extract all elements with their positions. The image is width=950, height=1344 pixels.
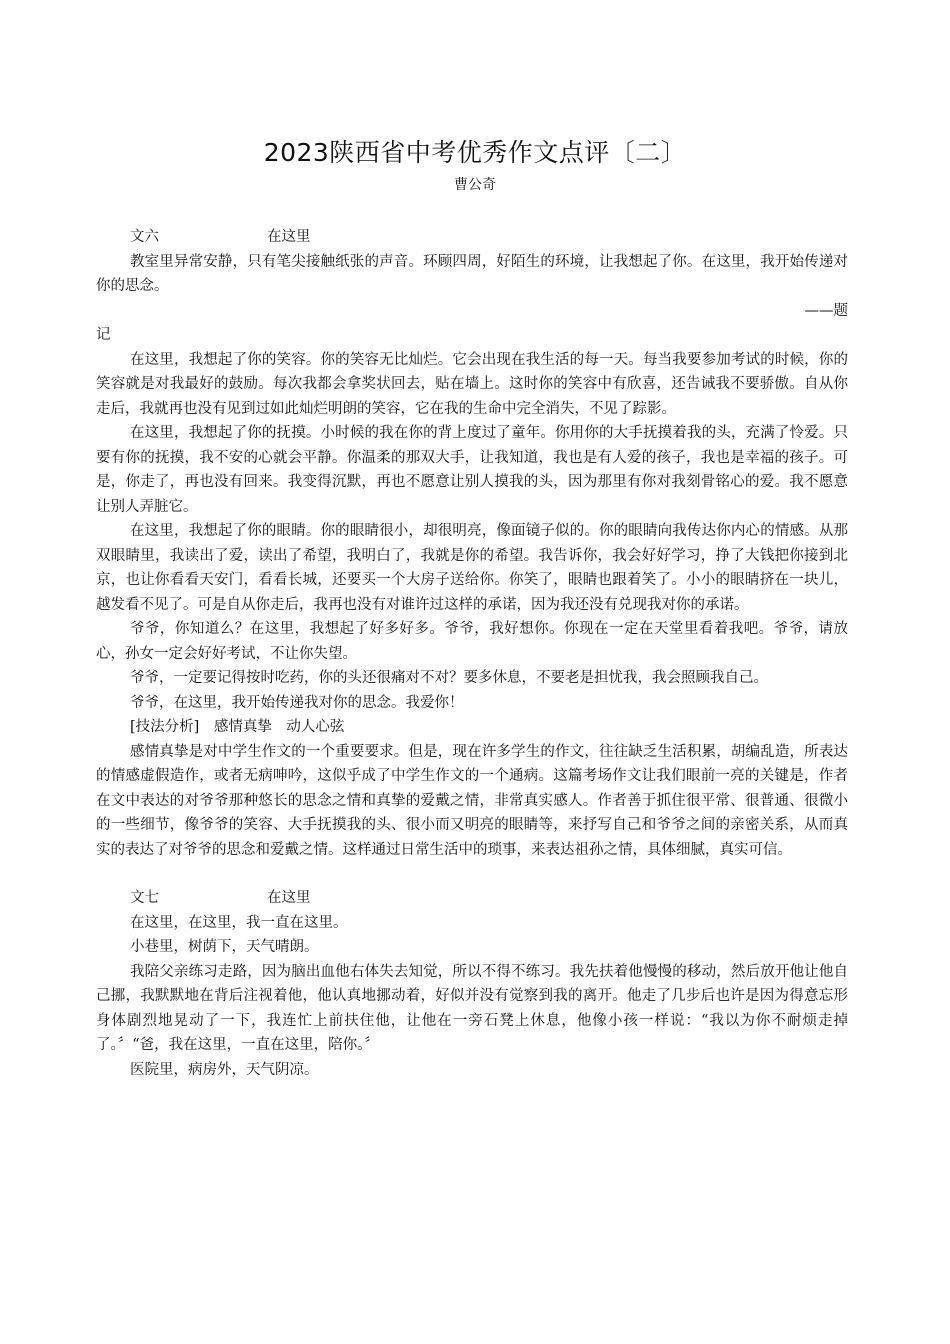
essay6-intro: 教室里异常安静，只有笔尖接触纸张的声音。环顾四周，好陌生的环境，让我想起了你。在这里，我开始传递对你的思念。 [96,253,848,294]
section-gap [96,862,848,886]
essay6-heading [96,225,848,250]
essay7-heading [96,886,848,911]
essay7-title: 在这里 [267,890,311,906]
essay7-paragraph: 我陪父亲练习走路，因为脑出血他右体失去知觉，所以不得不练习。我先扶着他慢慢的移动，然后放开他让他自己挪，我默默地在背后注视着他，他认真地挪动着，好似并没有觉察到我的离开。他走了几步后也许是因为得意忘形身体剧烈地晃动了一下，我连忙上前扶住他，让他在一旁石凳上休息，他像小孩一样说：“我以为你不耐烦走掉了。〞“爸，我在这里，一直在这里，陪你。〞 [96,963,848,1053]
document-title: 2023陕西省中考优秀作文点评〔二〕 [263,138,687,167]
document-body [96,225,848,1082]
essay6-analysis-heading: [技法分析] 感情真挚 动人心弦 [130,719,345,735]
essay7-label: 文七 [130,890,159,906]
essay6-label: 文六 [130,229,159,245]
essay6-signature-end: 记 [96,327,111,343]
essay6-paragraph: 爷爷，一定要记得按时吃药，你的头还很痛对不对？要多休息，不要老是担忧我，我会照顾我自己。 [130,670,768,686]
essay7-paragraph: 小巷里，树荫下，天气晴朗。 [130,939,319,955]
essay6-paragraph: 在这里，我想起了你的眼睛。你的眼睛很小，却很明亮，像面镜子似的。你的眼睛向我传达你内心的情感。从那双眼睛里，我读出了爱，读出了希望，我明白了，我就是你的希望。我告诉你，我会好好学习，挣了大钱把你接到北京，也让你看看天安门，看看长城，还要买一个大房子送给你。你笑了，眼睛也跟着笑了。小小的眼睛挤在一块儿，越发看不见了。可是自从你走后，我再也没有对谁许过这样的承诺，因为我还没有兑现我对你的承诺。 [96,523,848,613]
essay7-paragraph: 医院里，病房外，天气阴凉。 [130,1061,319,1078]
essay6-paragraph: 爷爷，在这里，我开始传递我对你的思念。我爱你！ [130,694,464,711]
essay6-paragraph: 在这里，我想起了你的抚摸。小时候的我在你的背上度过了童年。你用你的大手抚摸着我的头，充满了怜爱。只要有你的抚摸，我不安的心就会平静。你温柔的那双大手，让我知道，我也是有人爱的孩子，我也是幸福的孩子。可是，你走了，再也没有回来。我变得沉默，再也不愿意让别人摸我的头，因为那里有你对我刻骨铭心的爱。我不愿意让别人弄脏它。 [96,425,848,515]
essay7-paragraph: 在这里，在这里，我一直在这里。 [130,914,348,931]
document-author: 曹公奇 [454,177,496,193]
essay6-paragraph: 在这里，我想起了你的笑容。你的笑容无比灿烂。它会出现在我生活的每一天。每当我要参加考试的时候，你的笑容就是对我最好的鼓励。每次我都会拿奖状回去，贴在墙上。这时你的笑容中有欣喜，还告诫我不要骄傲。自从你走后，我就再也没有见到过如此灿烂明朗的笑容，它在我的生命中完全消失，不见了踪影。 [96,351,848,417]
essay6-paragraph: 爷爷，你知道么？在这里，我想起了好多好多。爷爷，我好想你。你现在一定在天堂里看着我吧。爷爷，请放心，孙女一定会好好考试，不让你失望。 [96,621,848,662]
essay6-title: 在这里 [267,229,311,245]
essay6-analysis: 感情真挚是对中学生作文的一个重要要求。但是，现在许多学生的作文，往往缺乏生活积累，胡编乱造，所表达的情感虚假造作，或者无病呻吟，这似乎成了中学生作文的一个通病。这篇考场作文让我们眼前一亮的关键是，作者在文中表达的对爷爷那种悠长的思念之情和真挚的爱戴之情，非常真实感人。作者善于抓住很平常、很普通、很微小的一些细节，像爷爷的笑容、大手抚摸我的头、很小而又明亮的眼睛等，来抒写自己和爷爷之间的亲密关系，从而真实的表达了对爷爷的思念和爱戴之情。这样通过日常生活中的琐事，来表达祖孙之情，具体细腻，真实可信。 [96,743,848,858]
essay6-signature-dash: ——题 [804,302,848,319]
